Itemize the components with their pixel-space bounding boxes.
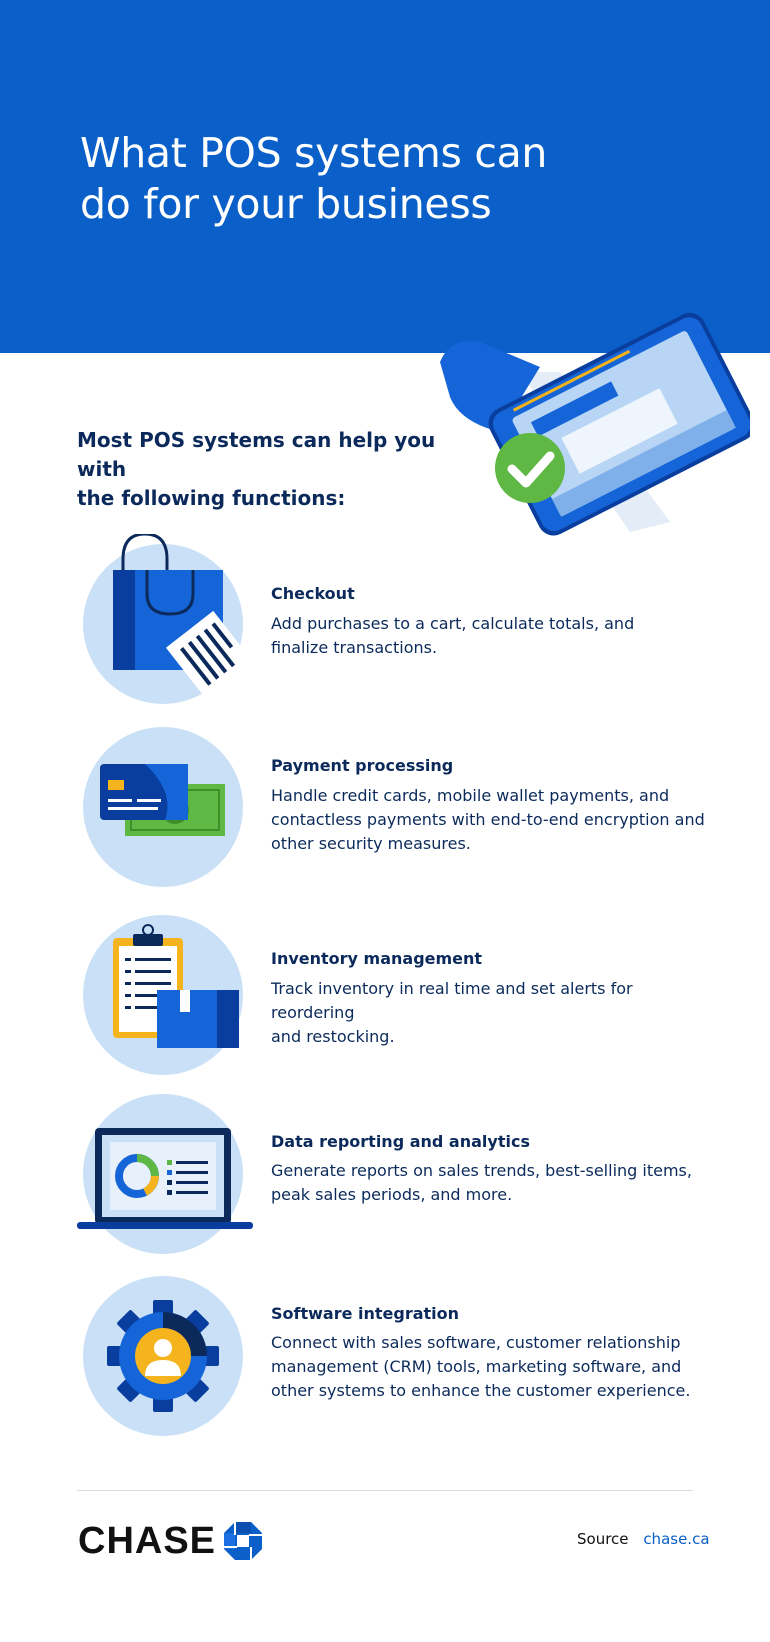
pos-terminal-icon [440,312,750,537]
page-title: What POS systems can do for your business [80,129,548,228]
header-banner [0,0,770,353]
card-and-cash-icon [75,722,255,892]
feature-description: Handle credit cards, mobile wallet payments, and contactless payments with end-to-end encryption and other security measures. [271,786,705,853]
feature-payment-processing [0,722,770,892]
intro-text: Most POS systems can help you with the following functions: [77,428,436,510]
feature-title: Data reporting and analytics [271,1132,530,1151]
source-credit [577,1530,710,1548]
feature-description: Generate reports on sales trends, best-selling items, peak sales periods, and more. [271,1161,692,1204]
feature-software-integration [0,1276,770,1446]
feature-title: Inventory management [271,949,483,968]
feature-inventory-management [0,910,770,1080]
feature-description: Track inventory in real time and set alerts for reordering and restocking. [271,979,633,1046]
feature-description: Add purchases to a cart, calculate totals, and finalize transactions. [271,614,635,657]
feature-data-reporting [0,1094,770,1264]
shopping-bag-receipt-icon [75,534,255,704]
feature-title: Software integration [271,1304,460,1323]
source-label: Source [577,1530,629,1548]
clipboard-box-icon [75,910,255,1080]
footer-divider [77,1490,693,1491]
feature-title: Payment processing [271,756,454,775]
brand-wordmark: CHASE [78,1519,217,1562]
feature-checkout [0,534,770,704]
gear-user-icon [75,1276,255,1446]
feature-title: Checkout [271,584,355,603]
source-link[interactable]: chase.ca [643,1530,710,1548]
chase-octagon-icon [224,1522,262,1560]
laptop-chart-icon [75,1094,255,1264]
chase-logo[interactable] [78,1518,278,1564]
feature-description: Connect with sales software, customer relationship management (CRM) tools, marketing software, and other systems to enhance the customer experience. [271,1333,691,1400]
